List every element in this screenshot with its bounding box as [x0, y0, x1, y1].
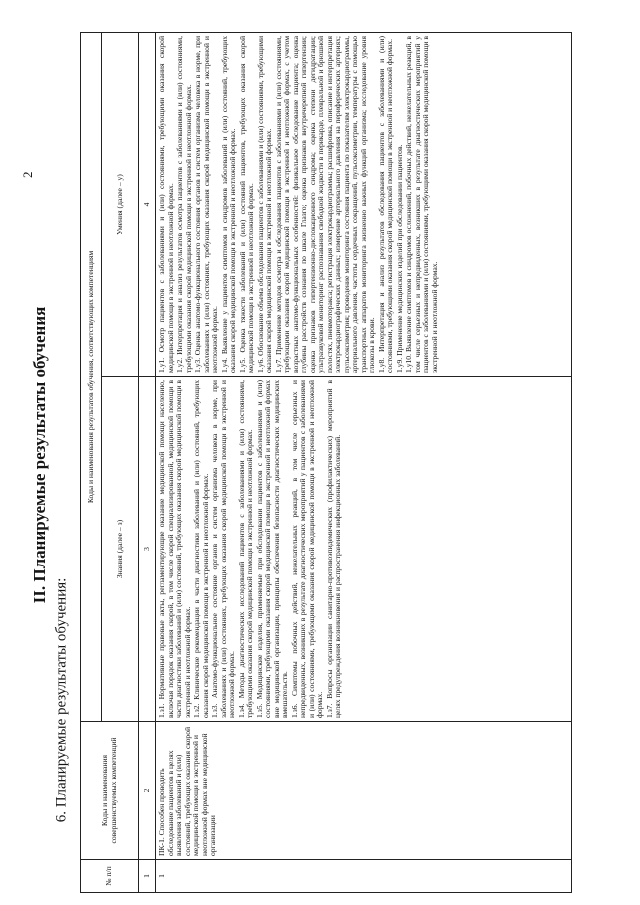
knowledge-item: 1.з7. Вопросы организации санитарно-противоэпидемических (профилактических) мероприятий в целях предупреждения возникновения и распространения инфекционных заболеваний.	[324, 380, 342, 718]
header-num: № п/п	[81, 860, 139, 893]
knowledge-item: 1.з6. Симптомы побочных действий, нежелательных реакций, в том числе серьезных и непредвиденных, возникших в результате диагностических мероприятий у пациентов с заболеваниями и (или) состояниями, требующими оказания скорой медицинской помощи в экстренной и неотложной формах.	[289, 380, 324, 718]
knowledge-item: 1.з4. Методы диагностических исследований пациентов с заболеваниями и (или) состояниями, требующими оказания скорой медицинской помощи в экстренной и неотложной формах.	[236, 380, 254, 718]
index-cell: 2	[139, 722, 156, 860]
skill-item: 1.у5. Оценка тяжести заболеваний и (или) состояний пациентов, требующих оказания скорой медицинской помощи в экстренной и неотложной формах.	[237, 35, 255, 373]
skill-item: 1.у2. Интерпретация и анализ результатов осмотра пациентов с заболеваниями и (или) состояниями, требующими оказания скорой медицинской помощи в экстренной и неотложной формах.	[175, 35, 193, 373]
skill-item: 1.у6. Обоснование объема обследования пациентов с заболеваниями и (или) состояниями, требующими оказания скорой медицинской помощи в экстренной и неотложной формах.	[255, 35, 273, 373]
table-row	[156, 32, 572, 892]
header-results-group: Коды и наименования результатов обучения, соответствующих компетенциям	[81, 32, 102, 721]
knowledge-item: 1.з5. Медицинские изделия, применяемые при обследовании пациентов с заболеваниями и (или) состояниями, требующими оказания скорой медицинской помощи в экстренной и неотложной формах вне медицинской организации, принципы обеспечения безопасности диагностических медицинских вмешательств.	[254, 380, 289, 718]
index-cell: 4	[139, 32, 156, 376]
skill-item: 1.у9. Применение медицинских изделий при обследовании пациентов.	[394, 144, 404, 373]
skill-item: 1.у8. Интерпретация и анализ результатов обследования пациентов с заболеваниями и (или) состояниями, требующими оказания скорой медицинской помощи в экстренной и неотложной формах.	[376, 35, 394, 373]
table-index-row	[139, 32, 156, 892]
table-header-row	[81, 32, 102, 892]
header-competence: Коды и наименования совершенствуемых компетенций	[81, 722, 139, 860]
index-cell: 1	[139, 860, 156, 893]
skill-item: 1.у7. Применение методов осмотра и обследования пациентов с заболеваниями и (или) состояниями, требующими оказания скорой медицинской помощи в экстренной и неотложной формах, с учетом возрастных анатомо-функциональных особенностей: физикальное обследование пациента; оценка глубины расстройств сознания по шкале Глазго; оценка признаков внутричерепной гипертензии; оценка признаков гипертензионно-дислокационного синдрома; оценка степени дегидратации; ультразвуковой мониторинг распознавания свободной жидкости в перикарде, плевральной и брюшной полостях, пневмоторакса; регистрация электрокардиограммы; расшифровка, описание и интерпретация электрокардиографических данных; измерение артериального давления на периферических артериях; пульсоксиметрия; проведение мониторинга состояния пациента по показателям электрокардиограммы, артериального давления, частоты сердечных сокращений, пульсоксиметрии, температуры с помощью транспортных аппаратов мониторинга жизненно важных функций организма; исследование уровня глюкозы в крови.	[273, 35, 376, 373]
knowledge-cell	[156, 377, 572, 722]
skill-item: 1.у10. Выявление симптомов и синдромов осложнений, побочных действий, нежелательных реакций, в том числе серьезных и непредвиденных, возникших в результате диагностических мероприятий у пациентов с заболеваниями и (или) состояниями, требующими оказания скорой медицинской помощи в экстренной и неотложной формах.	[404, 35, 439, 373]
results-table	[80, 32, 572, 893]
competence-cell: ПК-1. Способен проводить обследование пациентов в целях выявления заболеваний и (или) состояний, требующих оказания скорой медицинской помощи в экстренной и неотложной формах вне медицинской организации	[156, 722, 572, 860]
knowledge-item: 1.з3. Анатомо-функциональное состояние органов и систем организма человека в норме, при заболеваниях и (или) состояниях, требующих оказания скорой медицинской помощи в экстренной и неотложной формах.	[210, 380, 236, 718]
skills-cell	[156, 32, 572, 376]
knowledge-item: 1.з2. Клинические рекомендации в части диагностики заболеваний и (или) состояний, требующих оказания скорой медицинской помощи в экстренной и неотложной формах.	[192, 380, 210, 718]
skill-item: 1.у4. Выявление у пациентов симптомов и синдромов заболеваний и (или) состояний, требующих оказания скорой медицинской помощи в экстренной и неотложной формах.	[219, 35, 237, 373]
header-knowledge: Знания (далее – з)	[102, 377, 139, 722]
row-number: 1	[156, 860, 572, 893]
index-cell: 3	[139, 377, 156, 722]
skill-item: 1.у3. Оценка анатомо-функционального состояния органов и систем организма человека в норме, при заболеваниях и (или) состояниях, требующих оказания скорой медицинской помощи в экстренной и неотложной формах.	[193, 35, 219, 373]
results-table-rotated	[80, 33, 572, 893]
skill-item: 1.у1. Осмотр пациентов с заболеваниями и (или) состояниями, требующими оказания скорой медицинской помощи в экстренной и неотложной формах.	[157, 35, 175, 373]
knowledge-item: 1.з1. Нормативные правовые акты, регламентирующие оказание медицинской помощи населению, включая порядок оказания скорой, в том числе скорой специализированной, медицинской помощи в части диагностики заболеваний и (или) состояний, требующих оказания скорой медицинской помощи в экстренной и неотложной формах.	[157, 380, 192, 718]
header-skills: Умения (далее – у)	[102, 32, 139, 376]
